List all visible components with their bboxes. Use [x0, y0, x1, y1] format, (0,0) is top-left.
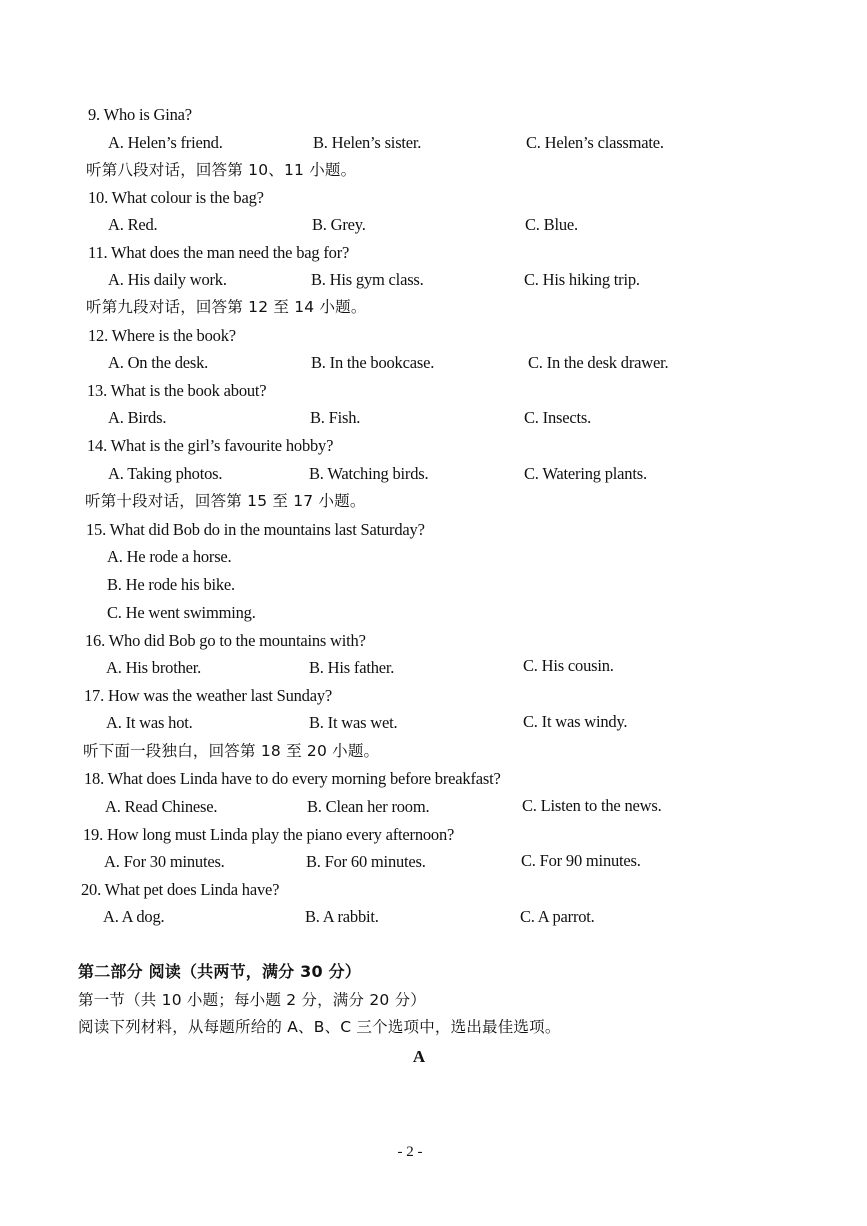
question-17-option-c: C. It was windy. — [523, 712, 628, 731]
question-11: 11. What does the man need the bag for? — [88, 243, 350, 262]
question-13: 13. What is the book about? — [87, 381, 267, 400]
question-20-option-c: C. A parrot. — [520, 907, 595, 926]
question-13-option-a: A. Birds. — [108, 408, 167, 427]
question-14: 14. What is the girl’s favourite hobby? — [87, 436, 334, 455]
question-9-option-a: A. Helen’s friend. — [108, 133, 223, 152]
question-14-option-c: C. Watering plants. — [524, 464, 647, 483]
question-11-option-b: B. His gym class. — [311, 270, 424, 289]
question-14-option-b: B. Watching birds. — [309, 464, 429, 483]
question-12-option-b: B. In the bookcase. — [311, 353, 435, 372]
question-16-option-b: B. His father. — [309, 658, 395, 677]
question-11-option-a: A. His daily work. — [108, 270, 227, 289]
question-11-option-c: C. His hiking trip. — [524, 270, 640, 289]
question-15: 15. What did Bob do in the mountains last Saturday? — [86, 520, 425, 539]
question-12-option-c: C. In the desk drawer. — [528, 353, 669, 372]
question-10-option-b: B. Grey. — [312, 215, 366, 234]
question-16-option-a: A. His brother. — [106, 658, 202, 677]
question-10-option-a: A. Red. — [108, 215, 158, 234]
question-16: 16. Who did Bob go to the mountains with? — [85, 631, 366, 650]
question-18-option-a: A. Read Chinese. — [105, 797, 218, 816]
question-9: 9. Who is Gina? — [88, 105, 192, 124]
question-20: 20. What pet does Linda have? — [81, 880, 280, 899]
question-12-option-a: A. On the desk. — [108, 353, 209, 372]
question-15-option-a: A. He rode a horse. — [107, 547, 232, 566]
page-number: - 2 - — [397, 1144, 423, 1160]
instruction-dialog-8: 听第八段对话，回答第 10、11 小题。 — [86, 161, 357, 179]
instruction-dialog-10: 听第十段对话，回答第 15 至 17 小题。 — [85, 492, 366, 510]
question-19: 19. How long must Linda play the piano every afternoon? — [83, 825, 455, 844]
question-18: 18. What does Linda have to do every morning before breakfast? — [84, 769, 501, 788]
question-14-option-a: A. Taking photos. — [108, 464, 223, 483]
passage-label: A — [412, 1047, 426, 1066]
question-15-option-b: B. He rode his bike. — [107, 575, 235, 594]
instruction-dialog-9: 听第九段对话，回答第 12 至 14 小题。 — [86, 298, 367, 316]
question-19-option-b: B. For 60 minutes. — [306, 852, 426, 871]
question-10: 10. What colour is the bag? — [88, 188, 264, 207]
question-19-option-a: A. For 30 minutes. — [104, 852, 225, 871]
reading-directions: 阅读下列材料，从每题所给的 A、B、C 三个选项中，选出最佳选项。 — [78, 1018, 561, 1036]
question-17-option-b: B. It was wet. — [309, 713, 398, 732]
question-18-option-c: C. Listen to the news. — [522, 796, 662, 815]
question-18-option-b: B. Clean her room. — [307, 797, 430, 816]
question-20-option-a: A. A dog. — [103, 907, 165, 926]
question-9-option-b: B. Helen’s sister. — [313, 133, 422, 152]
question-17-option-a: A. It was hot. — [106, 713, 193, 732]
question-16-option-c: C. His cousin. — [523, 656, 614, 675]
question-9-option-c: C. Helen’s classmate. — [526, 133, 664, 152]
question-12: 12. Where is the book? — [88, 326, 236, 345]
question-17: 17. How was the weather last Sunday? — [84, 686, 333, 705]
instruction-monologue: 听下面一段独白，回答第 18 至 20 小题。 — [83, 742, 380, 760]
part-2-heading: 第二部分 阅读（共两节，满分 30 分） — [78, 962, 361, 981]
question-15-option-c: C. He went swimming. — [107, 603, 256, 622]
question-13-option-c: C. Insects. — [524, 408, 591, 427]
question-13-option-b: B. Fish. — [310, 408, 361, 427]
question-20-option-b: B. A rabbit. — [305, 907, 379, 926]
question-10-option-c: C. Blue. — [525, 215, 578, 234]
section-1-heading: 第一节（共 10 小题；每小题 2 分，满分 20 分） — [78, 991, 426, 1009]
question-19-option-c: C. For 90 minutes. — [521, 851, 641, 870]
